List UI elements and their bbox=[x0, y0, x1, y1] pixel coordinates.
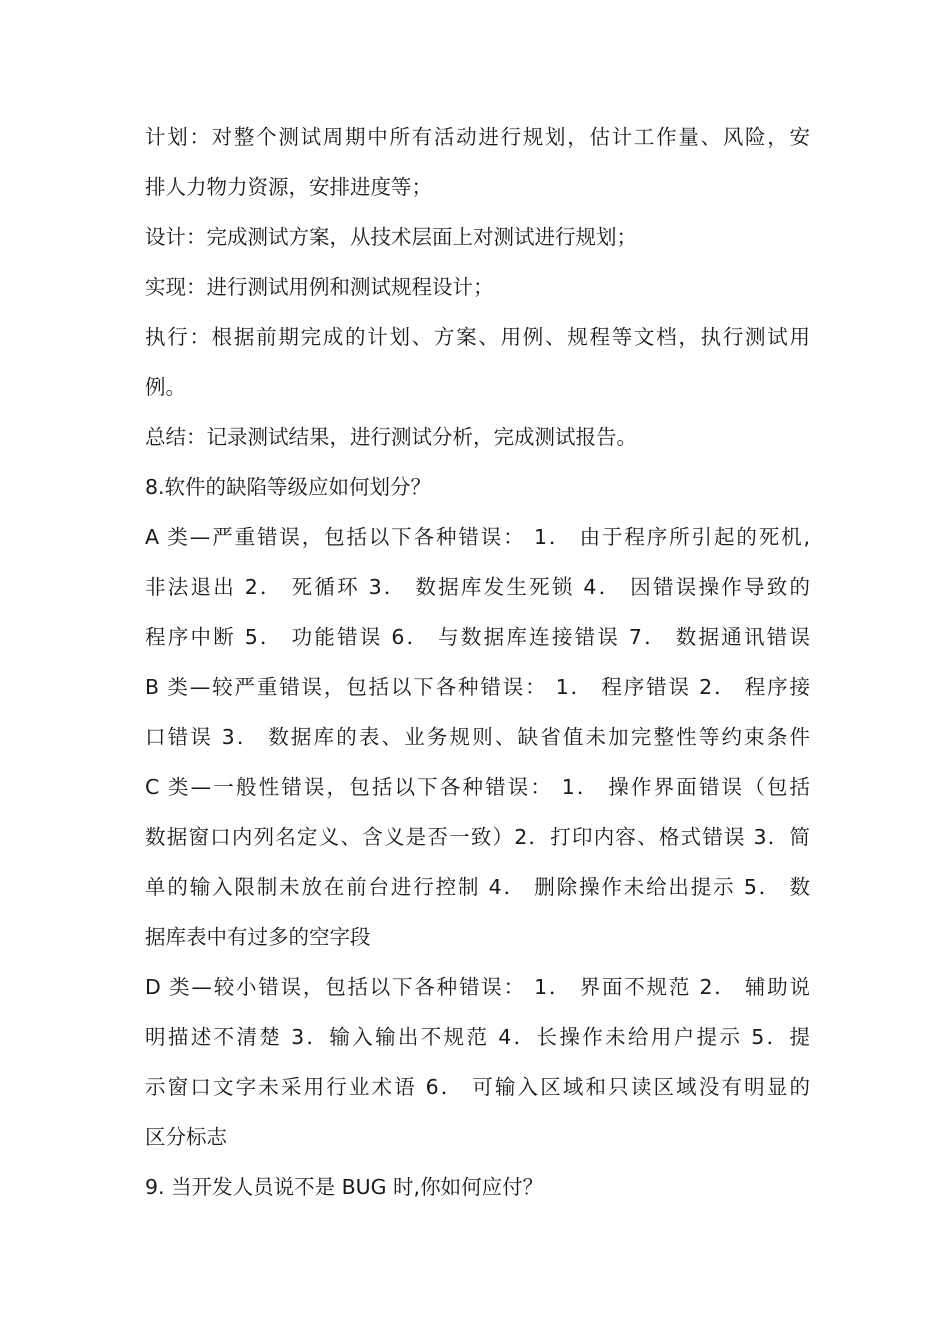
text-line: 设计：完成测试方案，从技术层面上对测试进行规划； bbox=[145, 225, 637, 249]
text-line: 示窗口文字未采用行业术语 6． 可输入区域和只读区域没有明显的 bbox=[145, 1075, 810, 1099]
text-line: 执行：根据前期完成的计划、方案、用例、规程等文档，执行测试用 bbox=[145, 325, 810, 349]
text-line: 单的输入限制未放在前台进行控制 4． 删除操作未给出提示 5． 数 bbox=[145, 875, 810, 899]
document-body bbox=[145, 112, 810, 1212]
text-line: 数据窗口内列名定义、含义是否一致）2．打印内容、格式错误 3．简 bbox=[145, 825, 810, 849]
text-line: 例。 bbox=[145, 375, 186, 399]
text-line: 非法退出 2． 死循环 3． 数据库发生死锁 4． 因错误操作导致的 bbox=[145, 575, 810, 599]
text-line: D 类—较小错误，包括以下各种错误： 1． 界面不规范 2． 辅助说 bbox=[145, 975, 810, 999]
text-line: C 类—一般性错误，包括以下各种错误： 1． 操作界面错误（包括 bbox=[145, 775, 810, 799]
text-line: 排人力物力资源，安排进度等； bbox=[145, 175, 432, 199]
text-line: A 类—严重错误，包括以下各种错误： 1． 由于程序所引起的死机, bbox=[145, 525, 810, 549]
text-line: 程序中断 5． 功能错误 6． 与数据库连接错误 7． 数据通讯错误 bbox=[145, 625, 810, 649]
text-line: 明描述不清楚 3．输入输出不规范 4．长操作未给用户提示 5．提 bbox=[145, 1025, 810, 1049]
text-line: 据库表中有过多的空字段 bbox=[145, 925, 371, 949]
text-line: 计划：对整个测试周期中所有活动进行规划，估计工作量、风险，安 bbox=[145, 125, 810, 149]
text-line: B 类—较严重错误，包括以下各种错误： 1． 程序错误 2． 程序接 bbox=[145, 675, 810, 699]
text-line: 实现：进行测试用例和测试规程设计； bbox=[145, 275, 494, 299]
question-heading: 9. 当开发人员说不是 BUG 时,你如何应付？ bbox=[145, 1175, 544, 1199]
text-line: 区分标志 bbox=[145, 1125, 227, 1149]
question-heading: 8.软件的缺陷等级应如何划分？ bbox=[145, 475, 432, 499]
text-line: 总结：记录测试结果，进行测试分析，完成测试报告。 bbox=[145, 425, 637, 449]
text-line: 口错误 3． 数据库的表、业务规则、缺省值未加完整性等约束条件 bbox=[145, 725, 810, 749]
